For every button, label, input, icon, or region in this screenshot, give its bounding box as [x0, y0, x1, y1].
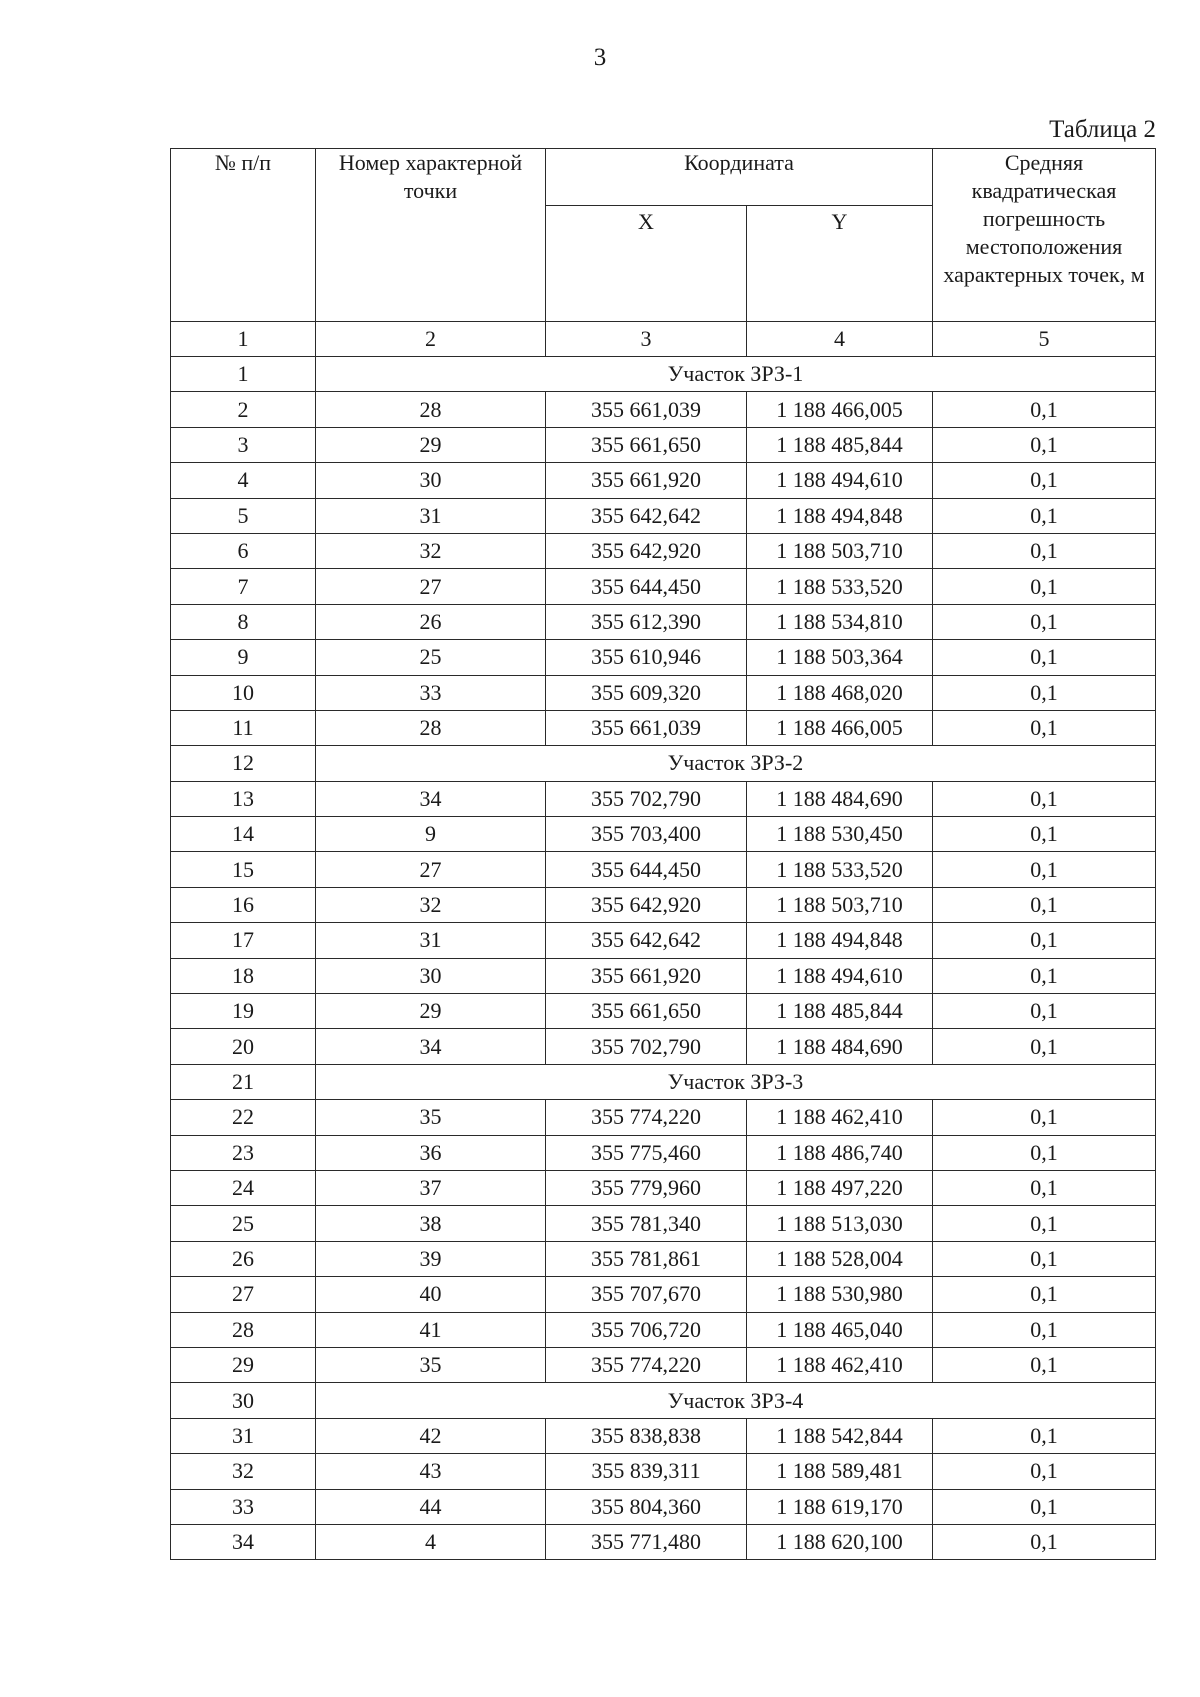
x-coordinate-cell: 355 702,790: [546, 1029, 747, 1064]
y-coordinate-cell: 1 188 530,980: [747, 1277, 933, 1312]
y-coordinate-cell: 1 188 530,450: [747, 817, 933, 852]
x-coordinate-cell: 355 609,320: [546, 675, 747, 710]
row-number-cell: 33: [171, 1489, 316, 1524]
table-row: [171, 1170, 1156, 1205]
column-number: 2: [316, 322, 546, 357]
row-number-cell: 17: [171, 923, 316, 958]
table-row: [171, 569, 1156, 604]
table-row: [171, 604, 1156, 639]
error-cell: 0,1: [933, 958, 1156, 993]
row-number-cell: 8: [171, 604, 316, 639]
row-number-cell: 2: [171, 392, 316, 427]
y-coordinate-cell: 1 188 484,690: [747, 781, 933, 816]
column-number: 1: [171, 322, 316, 357]
table-row: [171, 1312, 1156, 1347]
point-number-cell: 39: [316, 1241, 546, 1276]
row-number-cell: 20: [171, 1029, 316, 1064]
point-number-cell: 42: [316, 1418, 546, 1453]
header-mean-square-error: Средняя квадратическая погрешность местоположения характерных точек, м: [933, 149, 1156, 322]
row-number-cell: 1: [171, 357, 316, 392]
table-row: [171, 1454, 1156, 1489]
page-number: 3: [593, 44, 607, 71]
row-number-cell: 25: [171, 1206, 316, 1241]
point-number-cell: 43: [316, 1454, 546, 1489]
x-coordinate-cell: 355 610,946: [546, 640, 747, 675]
table-row: [171, 1277, 1156, 1312]
x-coordinate-cell: 355 644,450: [546, 569, 747, 604]
x-coordinate-cell: 355 774,220: [546, 1347, 747, 1382]
y-coordinate-cell: 1 188 462,410: [747, 1347, 933, 1382]
error-cell: 0,1: [933, 1206, 1156, 1241]
error-cell: 0,1: [933, 533, 1156, 568]
y-coordinate-cell: 1 188 528,004: [747, 1241, 933, 1276]
y-coordinate-cell: 1 188 494,848: [747, 498, 933, 533]
point-number-cell: 32: [316, 533, 546, 568]
row-number-cell: 10: [171, 675, 316, 710]
point-number-cell: 27: [316, 569, 546, 604]
table-row: [171, 710, 1156, 745]
table-row: [171, 817, 1156, 852]
y-coordinate-cell: 1 188 466,005: [747, 710, 933, 745]
x-coordinate-cell: 355 771,480: [546, 1524, 747, 1559]
y-coordinate-cell: 1 188 503,364: [747, 640, 933, 675]
table-row: [171, 1524, 1156, 1559]
error-cell: 0,1: [933, 1277, 1156, 1312]
x-coordinate-cell: 355 707,670: [546, 1277, 747, 1312]
x-coordinate-cell: 355 644,450: [546, 852, 747, 887]
table-row: [171, 1029, 1156, 1064]
header-point-number: Номер характерной точки: [316, 149, 546, 322]
point-number-cell: 35: [316, 1347, 546, 1382]
x-coordinate-cell: 355 661,039: [546, 710, 747, 745]
point-number-cell: 40: [316, 1277, 546, 1312]
table-row: [171, 887, 1156, 922]
point-number-cell: 41: [316, 1312, 546, 1347]
error-cell: 0,1: [933, 817, 1156, 852]
x-coordinate-cell: 355 661,039: [546, 392, 747, 427]
error-cell: 0,1: [933, 392, 1156, 427]
table-row: [171, 1100, 1156, 1135]
row-number-cell: 15: [171, 852, 316, 887]
error-cell: 0,1: [933, 1347, 1156, 1382]
row-number-cell: 19: [171, 994, 316, 1029]
table-row: [171, 427, 1156, 462]
section-label-cell: Участок ЗРЗ-1: [316, 357, 1156, 392]
table-caption: Таблица 2: [1049, 116, 1156, 143]
point-number-cell: 32: [316, 887, 546, 922]
x-coordinate-cell: 355 661,920: [546, 463, 747, 498]
point-number-cell: 36: [316, 1135, 546, 1170]
y-coordinate-cell: 1 188 534,810: [747, 604, 933, 639]
header-y: Y: [747, 206, 933, 322]
section-row: [171, 1064, 1156, 1099]
error-cell: 0,1: [933, 1135, 1156, 1170]
section-label-cell: Участок ЗРЗ-4: [316, 1383, 1156, 1418]
x-coordinate-cell: 355 706,720: [546, 1312, 747, 1347]
error-cell: 0,1: [933, 852, 1156, 887]
row-number-cell: 23: [171, 1135, 316, 1170]
row-number-cell: 30: [171, 1383, 316, 1418]
y-coordinate-cell: 1 188 466,005: [747, 392, 933, 427]
row-number-cell: 14: [171, 817, 316, 852]
x-coordinate-cell: 355 702,790: [546, 781, 747, 816]
table-row: [171, 1135, 1156, 1170]
row-number-cell: 3: [171, 427, 316, 462]
x-coordinate-cell: 355 839,311: [546, 1454, 747, 1489]
row-number-cell: 22: [171, 1100, 316, 1135]
point-number-cell: 33: [316, 675, 546, 710]
point-number-cell: 29: [316, 427, 546, 462]
table-row: [171, 994, 1156, 1029]
error-cell: 0,1: [933, 675, 1156, 710]
column-number: 4: [747, 322, 933, 357]
y-coordinate-cell: 1 188 620,100: [747, 1524, 933, 1559]
point-number-cell: 34: [316, 781, 546, 816]
table-row: [171, 498, 1156, 533]
row-number-cell: 16: [171, 887, 316, 922]
error-cell: 0,1: [933, 463, 1156, 498]
error-cell: 0,1: [933, 1524, 1156, 1559]
row-number-cell: 32: [171, 1454, 316, 1489]
x-coordinate-cell: 355 779,960: [546, 1170, 747, 1205]
y-coordinate-cell: 1 188 494,610: [747, 463, 933, 498]
table-row: [171, 1347, 1156, 1382]
error-cell: 0,1: [933, 1241, 1156, 1276]
row-number-cell: 6: [171, 533, 316, 568]
error-cell: 0,1: [933, 569, 1156, 604]
error-cell: 0,1: [933, 640, 1156, 675]
y-coordinate-cell: 1 188 465,040: [747, 1312, 933, 1347]
x-coordinate-cell: 355 642,920: [546, 533, 747, 568]
table-row: [171, 781, 1156, 816]
column-number: 5: [933, 322, 1156, 357]
x-coordinate-cell: 355 774,220: [546, 1100, 747, 1135]
row-number-cell: 34: [171, 1524, 316, 1559]
table-row: [171, 533, 1156, 568]
error-cell: 0,1: [933, 710, 1156, 745]
x-coordinate-cell: 355 642,920: [546, 887, 747, 922]
point-number-cell: 27: [316, 852, 546, 887]
y-coordinate-cell: 1 188 494,610: [747, 958, 933, 993]
error-cell: 0,1: [933, 994, 1156, 1029]
point-number-cell: 30: [316, 463, 546, 498]
error-cell: 0,1: [933, 604, 1156, 639]
x-coordinate-cell: 355 804,360: [546, 1489, 747, 1524]
row-number-cell: 13: [171, 781, 316, 816]
x-coordinate-cell: 355 642,642: [546, 498, 747, 533]
y-coordinate-cell: 1 188 462,410: [747, 1100, 933, 1135]
x-coordinate-cell: 355 703,400: [546, 817, 747, 852]
header-row-top: [171, 149, 1156, 206]
y-coordinate-cell: 1 188 494,848: [747, 923, 933, 958]
error-cell: 0,1: [933, 498, 1156, 533]
table-header: [171, 149, 1156, 357]
row-number-cell: 24: [171, 1170, 316, 1205]
error-cell: 0,1: [933, 1100, 1156, 1135]
y-coordinate-cell: 1 188 484,690: [747, 1029, 933, 1064]
point-number-cell: 28: [316, 710, 546, 745]
x-coordinate-cell: 355 642,642: [546, 923, 747, 958]
row-number-cell: 29: [171, 1347, 316, 1382]
point-number-cell: 38: [316, 1206, 546, 1241]
point-number-cell: 26: [316, 604, 546, 639]
error-cell: 0,1: [933, 1029, 1156, 1064]
section-row: [171, 746, 1156, 781]
row-number-cell: 11: [171, 710, 316, 745]
row-number-cell: 9: [171, 640, 316, 675]
y-coordinate-cell: 1 188 513,030: [747, 1206, 933, 1241]
table-row: [171, 675, 1156, 710]
coordinates-table: [170, 148, 1156, 1560]
point-number-cell: 35: [316, 1100, 546, 1135]
error-cell: 0,1: [933, 1454, 1156, 1489]
error-cell: 0,1: [933, 1170, 1156, 1205]
table-row: [171, 392, 1156, 427]
row-number-cell: 31: [171, 1418, 316, 1453]
y-coordinate-cell: 1 188 497,220: [747, 1170, 933, 1205]
point-number-cell: 9: [316, 817, 546, 852]
section-row: [171, 1383, 1156, 1418]
error-cell: 0,1: [933, 781, 1156, 816]
table-row: [171, 1241, 1156, 1276]
y-coordinate-cell: 1 188 486,740: [747, 1135, 933, 1170]
row-number-cell: 27: [171, 1277, 316, 1312]
row-number-cell: 21: [171, 1064, 316, 1099]
y-coordinate-cell: 1 188 533,520: [747, 852, 933, 887]
x-coordinate-cell: 355 781,861: [546, 1241, 747, 1276]
point-number-cell: 37: [316, 1170, 546, 1205]
y-coordinate-cell: 1 188 533,520: [747, 569, 933, 604]
x-coordinate-cell: 355 838,838: [546, 1418, 747, 1453]
header-coordinate: Координата: [546, 149, 933, 206]
error-cell: 0,1: [933, 923, 1156, 958]
y-coordinate-cell: 1 188 485,844: [747, 994, 933, 1029]
error-cell: 0,1: [933, 427, 1156, 462]
column-number: 3: [546, 322, 747, 357]
header-row-number: № п/п: [171, 149, 316, 322]
table-row: [171, 1418, 1156, 1453]
table-row: [171, 923, 1156, 958]
x-coordinate-cell: 355 661,920: [546, 958, 747, 993]
y-coordinate-cell: 1 188 485,844: [747, 427, 933, 462]
table-row: [171, 852, 1156, 887]
table-body: [171, 357, 1156, 1560]
table-row: [171, 1206, 1156, 1241]
x-coordinate-cell: 355 661,650: [546, 427, 747, 462]
table-row: [171, 958, 1156, 993]
y-coordinate-cell: 1 188 589,481: [747, 1454, 933, 1489]
y-coordinate-cell: 1 188 542,844: [747, 1418, 933, 1453]
point-number-cell: 28: [316, 392, 546, 427]
error-cell: 0,1: [933, 887, 1156, 922]
point-number-cell: 4: [316, 1524, 546, 1559]
x-coordinate-cell: 355 661,650: [546, 994, 747, 1029]
point-number-cell: 31: [316, 498, 546, 533]
point-number-cell: 30: [316, 958, 546, 993]
column-number-row: [171, 322, 1156, 357]
error-cell: 0,1: [933, 1312, 1156, 1347]
row-number-cell: 7: [171, 569, 316, 604]
row-number-cell: 5: [171, 498, 316, 533]
row-number-cell: 28: [171, 1312, 316, 1347]
section-row: [171, 357, 1156, 392]
table-row: [171, 640, 1156, 675]
row-number-cell: 26: [171, 1241, 316, 1276]
row-number-cell: 18: [171, 958, 316, 993]
table-row: [171, 463, 1156, 498]
point-number-cell: 29: [316, 994, 546, 1029]
y-coordinate-cell: 1 188 619,170: [747, 1489, 933, 1524]
section-label-cell: Участок ЗРЗ-3: [316, 1064, 1156, 1099]
y-coordinate-cell: 1 188 468,020: [747, 675, 933, 710]
point-number-cell: 44: [316, 1489, 546, 1524]
x-coordinate-cell: 355 781,340: [546, 1206, 747, 1241]
point-number-cell: 31: [316, 923, 546, 958]
row-number-cell: 4: [171, 463, 316, 498]
error-cell: 0,1: [933, 1418, 1156, 1453]
x-coordinate-cell: 355 775,460: [546, 1135, 747, 1170]
x-coordinate-cell: 355 612,390: [546, 604, 747, 639]
y-coordinate-cell: 1 188 503,710: [747, 887, 933, 922]
header-x: X: [546, 206, 747, 322]
point-number-cell: 25: [316, 640, 546, 675]
point-number-cell: 34: [316, 1029, 546, 1064]
y-coordinate-cell: 1 188 503,710: [747, 533, 933, 568]
table-row: [171, 1489, 1156, 1524]
error-cell: 0,1: [933, 1489, 1156, 1524]
row-number-cell: 12: [171, 746, 316, 781]
section-label-cell: Участок ЗРЗ-2: [316, 746, 1156, 781]
